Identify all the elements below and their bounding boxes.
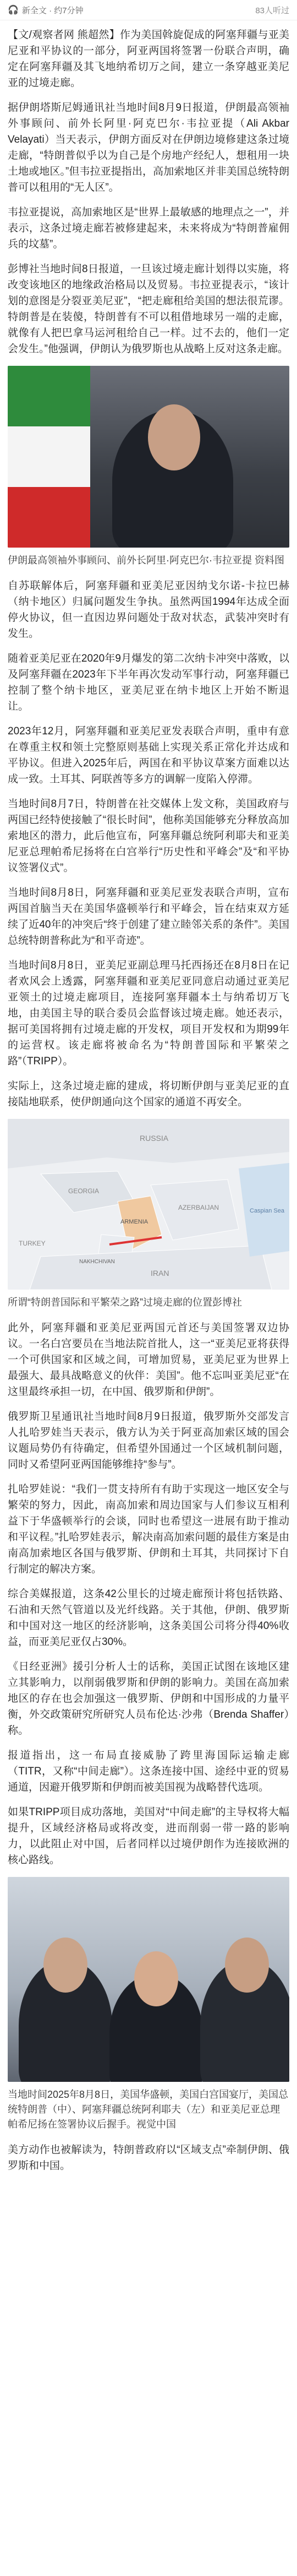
map-label-armenia: ARMENIA (120, 1219, 148, 1225)
paragraph-7: 2023年12月，阿塞拜疆和亚美尼亚发表联合声明，重申有意在尊重主权和领土完整原则基础上实现关系正常化并达成和平协议。但进入2025年后，两国在和平协议草案方面难以达成一致。土耳其、阿联酋等多方的调解一度陷入停滞。 (8, 726, 289, 785)
person-face (148, 404, 200, 470)
paragraph-21: 美方动作也被解读为，特朗普政府以“区域支点”牵制伊朗、俄罗斯和中国。 (8, 2144, 289, 2172)
paragraph-10: 当地时间8月8日，亚美尼亚副总理马托西扬还在8月8日在记者欢风会上透露，阿塞拜疆和亚美尼亚同意启动通过亚美尼亚领土的过境走廊项目，连接阿塞拜疆本土与纳希切万飞地，由美国主导的联合委员会监督该过境走廊。她还表示，据可美国将拥有过境走廊的开发权，项目开发权和为期99年的运营权。该走廊将被命名为“特朗普国际和平繁荣之路”（TRIPP）。 (8, 960, 289, 1067)
signing-photo (8, 1877, 289, 2082)
paragraph-13: 此外，阿塞拜疆和亚美尼亚两国元首还与美国签署双边协议。一名白宫要员在当地法院首批人，这一“亚美尼亚将获得一个可供国家和区域之间，可增加贸易，亚美尼亚为世界上最强大、最具战略意义的伙伴：美国”。他不忘叫亚美尼亚“在这里最终承担一切，在中国、俄罗斯和伊朗”。 (8, 1322, 289, 1398)
paragraph-1: 【文/观察者网 熊超然】作为美国斡旋促成的阿塞拜疆与亚美尼亚和平协议的一部分，阿亚两国将签署一份联合声明，确定在阿塞拜疆及其飞地纳希切万之间，建立一条穿越亚美尼亚的过境走廊。 (8, 29, 289, 89)
top-bar-left (8, 4, 84, 16)
paragraph-8: 当地时间8月7日，特朗普在社交媒体上发文称，美国政府与两国已经特使接触了“很长时间”，他称美国能够充分释放高加索地区的潜力，此后他宣布，阿塞拜疆总统阿利耶夫和亚美尼亚总理帕希尼扬将在白宫举行“历史性和平峰会”及“和平协议签署仪式”。 (8, 798, 289, 874)
velayati-photo (8, 366, 289, 548)
paragraph-16: 综合美媒报道，这条42公里长的过境走廊预计将包括铁路、石油和天然气管道以及光纤线路。关于其他，伊朗、俄罗斯和中国对这一地区的经济影响，这条美国公司将分得40%收益，而亚美尼亚仅占30%。 (8, 1588, 289, 1648)
map-label-georgia: GEORGIA (68, 1187, 100, 1195)
map-label-iran: IRAN (151, 1269, 169, 1278)
paragraph-14: 俄罗斯卫星通讯社当地时间8月9日报道，俄罗斯外交部发言人扎哈罗娃当天表示，俄方认为关于阿亚高加索区域的国会议题局势仍有待确定，但希望外国通过一个区域机制问题，同时又希望阿亚两国能够维持“参与”。 (8, 1411, 289, 1470)
photo-caption-1: 伊朗最高领袖外事顾问、前外长阿里·阿克巴尔·韦拉亚提 资料图 (8, 555, 284, 566)
map-graphic (8, 1119, 289, 1290)
person-left-face (43, 1938, 87, 1993)
iran-flag-icon (8, 366, 90, 548)
paragraph-3: 韦拉亚提说，高加索地区是“世界上最敏感的地理点之一”，并表示，这条过境走廊若被修建起来，未来将成为“特朗普雇佣兵的坟墓”。 (8, 207, 289, 250)
paragraph-17: 《日经亚洲》援引分析人士的话称，美国正试图在该地区建立其影响力，以削弱俄罗斯和伊朗的影响力。美国在高加索地区的存在也会加强这一俄罗斯、伊朗和中国形成的力量平衡，外交政策研究所研究人员布伦达·沙弗（Brenda Shaffer）称。 (8, 1661, 289, 1736)
paragraph-2: 据伊朗塔斯尼姆通讯社当地时间8月9日报道，伊朗最高领袖外事顾问、前外长阿里·阿克巴尔·韦拉亚提（Ali Akbar Velayati）当天表示，伊朗方面反对在伊朗边境修建这条过境走廊，“特朗普似乎以为自己是个房地产经纪人，想租用一块土地或地区。”但韦拉亚提指出，高加索地区并非美国总统特朗普可以租用的“无人区”。 (8, 102, 289, 193)
map-label-turkey: TURKEY (19, 1240, 46, 1247)
headphone-icon[interactable]: 🎧 (8, 6, 19, 15)
map-label-azerbaijan: AZERBAIJAN (178, 1204, 219, 1211)
article-body (0, 20, 297, 2174)
photo-caption-2: 当地时间2025年8月8日，美国华盛顿，美国白宫国宴厅，美国总统特朗普（中）、阿塞拜疆总统阿利耶夫（左）和亚美尼亚总理帕希尼扬在签署协议后握手。视觉中国 (8, 2089, 289, 2130)
top-bar (0, 0, 297, 20)
person-center-face (134, 1951, 178, 2006)
listen-count: 83人听过 (255, 6, 289, 15)
paragraph-9: 当地时间8月8日，阿塞拜疆和亚美尼亚发表联合声明，宣布两国首脑当天在美国华盛顿举行和平峰会，旨在结束双方延续了近40年的冲突后“终于创建了建立睦邻关系的条件”。美国总统特朗普称此为“和平奇迹”。 (8, 887, 289, 946)
paragraph-11: 实际上，这条过境走廊的建成，将切断伊朗与亚美尼亚的直接陆地联系，使伊朗通向这个国家的通道不再安全。 (8, 1080, 289, 1108)
map-label-nakhchivan: NAKHCHIVAN (79, 1259, 115, 1265)
paragraph-5: 自苏联解体后，阿塞拜疆和亚美尼亚因纳戈尔诺-卡拉巴赫（纳卡地区）归属问题发生争执。虽然两国1994年达成全面停火协议，但一直因边界问题处于敌对状态，武装冲突时有发生。 (8, 580, 289, 640)
read-info: 新全文 · 约7分钟 (21, 6, 84, 15)
paragraph-18: 报道指出，这一布局直接威胁了跨里海国际运输走廊（TITR，又称“中间走廊”）。这条连接中国、途经中亚的贸易通道，因避开俄罗斯和伊朗而被美国视为战略替代选项。 (8, 1750, 289, 1793)
map-label-caspian: Caspian Sea (250, 1208, 284, 1214)
paragraph-15: 扎哈罗娃说：“我们一贯支持所有有助于实现这一地区安全与繁荣的努力，因此，南高加索和周边国家与人们参议互相利益下于华盛顿举行的会谈，同时也希望这一进展有助于推动和平议程。”扎哈罗娃表示，解决南高加索问题的最佳方案是由南高加索地区各国与俄罗斯、伊朗和土耳其，共同探讨下自行制定的解决方案。 (8, 1484, 289, 1575)
paragraph-6: 随着亚美尼亚在2020年9月爆发的第二次纳卡冲突中落败，以及阿塞拜疆在2023年下半年再次发动军事行动，阿塞拜疆已控制了整个纳卡地区，亚美尼亚在纳卡地区上开始不断退让。 (8, 653, 289, 712)
paragraph-19: 如果TRIPP项目成功落地，美国对“中间走廊”的主导权将大幅提升，区域经济格局或将改变，进而削弱一带一路的影响力，以此阻止对中国，后者同样以过境伊朗作为连接欧洲的核心路线。 (8, 1806, 289, 1866)
person-right-face (225, 1938, 269, 1993)
corridor-map (8, 1119, 289, 1290)
map-caption: 所谓“特朗普国际和平繁荣之路”过境走廊的位置彭博社 (8, 1297, 242, 1308)
paragraph-4: 彭博社当地时间8日报道，一旦该过境走廊计划得以实施，将改变该地区的地缘政治格局以及贸易。韦拉亚提表示，“该计划的意图是分裂亚美尼亚”，“把走廊租给美国的想法很荒谬。特朗普是在装傻，特朗普有不可以租借地球另一端的走廊，就像有人把巴拿马运河租给自己一样。过不去的，他们一定会发生。”他强调，伊朗认为俄罗斯也从战略上反对这条走廊。 (8, 263, 289, 355)
map-label-russia: RUSSIA (140, 1134, 169, 1143)
